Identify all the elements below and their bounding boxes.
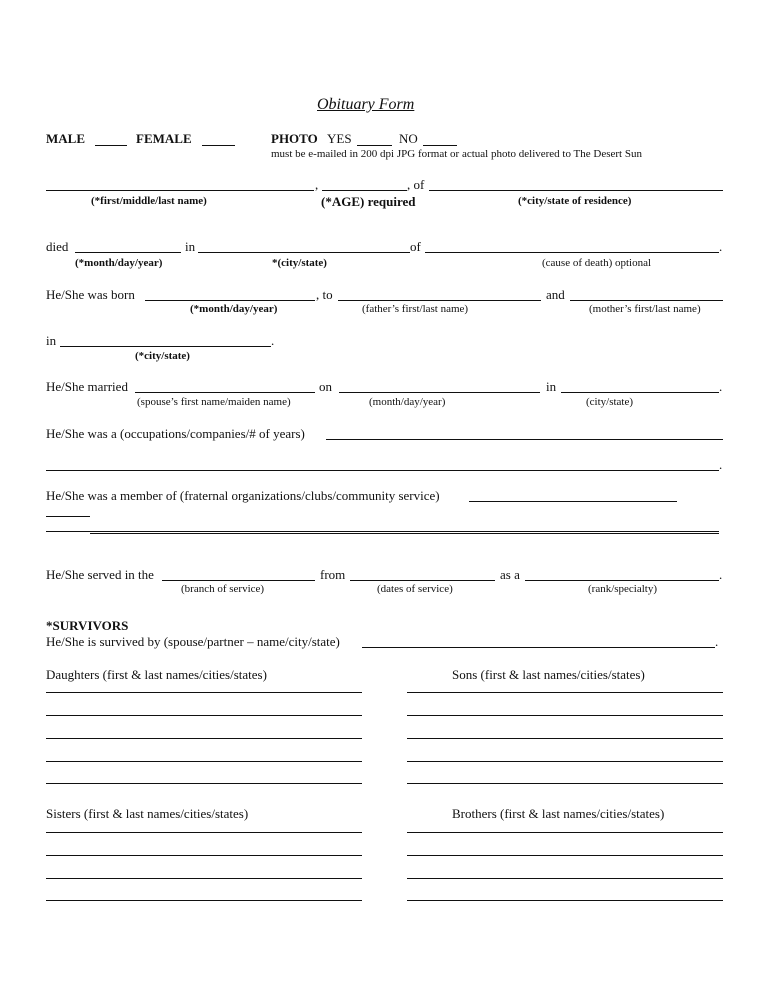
- mother-name-field[interactable]: [570, 300, 723, 301]
- branch-caption: (branch of service): [181, 583, 265, 595]
- married-label: He/She married: [46, 379, 128, 394]
- occupation-field[interactable]: [326, 439, 723, 440]
- brothers-field-4[interactable]: [407, 900, 723, 901]
- service-dates-field[interactable]: [350, 580, 495, 581]
- served-period: .: [719, 567, 723, 582]
- marriage-city-field[interactable]: [561, 392, 719, 393]
- age-caption: (*AGE) required: [321, 194, 416, 209]
- occupation-field-2[interactable]: [46, 470, 719, 471]
- daughters-field-3[interactable]: [46, 738, 362, 739]
- spouse-caption: (spouse’s first name/maiden name): [137, 396, 291, 408]
- sons-field-2[interactable]: [407, 715, 723, 716]
- member-field-2[interactable]: [46, 516, 90, 517]
- death-city-field[interactable]: [198, 252, 410, 253]
- rank-field[interactable]: [525, 580, 719, 581]
- member-label: He/She was a member of (fraternal organizations/clubs/community service): [46, 488, 440, 503]
- married-period: .: [719, 379, 723, 394]
- name-caption: (*first/middle/last name): [91, 195, 207, 207]
- marriage-date-field[interactable]: [339, 392, 540, 393]
- daughters-label: Daughters (first & last names/cities/states): [46, 667, 267, 682]
- birth-city-field[interactable]: [60, 346, 271, 347]
- full-name-field[interactable]: [46, 190, 314, 191]
- death-date-caption: (*month/day/year): [75, 257, 163, 269]
- member-field-3[interactable]: [46, 531, 719, 532]
- sons-field-5[interactable]: [407, 783, 723, 784]
- sisters-field-3[interactable]: [46, 878, 362, 879]
- photo-label: PHOTO: [271, 131, 318, 146]
- residence-caption: (*city/state of residence): [518, 195, 632, 207]
- occupation-label: He/She was a (occupations/companies/# of years): [46, 426, 305, 441]
- residence-field[interactable]: [429, 190, 723, 191]
- served-label: He/She served in the: [46, 567, 154, 582]
- sisters-field-2[interactable]: [46, 855, 362, 856]
- survived-by-label: He/She is survived by (spouse/partner – name/city/state): [46, 634, 340, 649]
- service-dates-caption: (dates of service): [377, 583, 453, 595]
- sons-field-3[interactable]: [407, 738, 723, 739]
- female-field[interactable]: [202, 145, 235, 146]
- daughters-field-4[interactable]: [46, 761, 362, 762]
- member-field-3-underline: [90, 533, 719, 534]
- died-in-label: in: [185, 239, 196, 254]
- cause-caption: (cause of death) optional: [542, 257, 652, 269]
- photo-no-label: NO: [399, 131, 418, 146]
- born-label: He/She was born: [46, 287, 135, 302]
- cause-field[interactable]: [425, 252, 719, 253]
- served-as-label: as a: [500, 567, 520, 582]
- occupation-period: .: [719, 457, 723, 472]
- born-and-label: and: [546, 287, 565, 302]
- father-caption: (father’s first/last name): [362, 303, 469, 315]
- comma-text: ,: [315, 177, 319, 192]
- sisters-label: Sisters (first & last names/cities/states): [46, 806, 249, 821]
- born-to-label: , to: [316, 287, 333, 302]
- died-of-label: of: [410, 239, 421, 254]
- birth-in-label: in: [46, 333, 57, 348]
- sisters-field-4[interactable]: [46, 900, 362, 901]
- brothers-field-3[interactable]: [407, 878, 723, 879]
- married-on-label: on: [319, 379, 332, 394]
- birth-date-caption: (*month/day/year): [190, 303, 278, 315]
- sisters-field-1[interactable]: [46, 832, 362, 833]
- page-title: Obituary Form: [317, 96, 415, 113]
- sons-field-4[interactable]: [407, 761, 723, 762]
- photo-note: must be e-mailed in 200 dpi JPG format or actual photo delivered to The Desert Sun: [271, 148, 642, 160]
- father-name-field[interactable]: [338, 300, 541, 301]
- branch-field[interactable]: [162, 580, 315, 581]
- brothers-field-2[interactable]: [407, 855, 723, 856]
- brothers-field-1[interactable]: [407, 832, 723, 833]
- mother-caption: (mother’s first/last name): [589, 303, 701, 315]
- birth-date-field[interactable]: [145, 300, 315, 301]
- died-label: died: [46, 239, 69, 254]
- rank-caption: (rank/specialty): [588, 583, 658, 595]
- sons-label: Sons (first & last names/cities/states): [452, 667, 645, 682]
- photo-no-field[interactable]: [423, 145, 457, 146]
- survivors-heading: *SURVIVORS: [46, 618, 129, 633]
- marriage-city-caption: (city/state): [586, 396, 634, 408]
- spouse-survivor-field[interactable]: [362, 647, 715, 648]
- marriage-date-caption: (month/day/year): [369, 396, 446, 408]
- photo-yes-label: YES: [327, 131, 352, 146]
- died-period: .: [719, 239, 723, 254]
- birth-city-period: .: [271, 333, 275, 348]
- death-date-field[interactable]: [75, 252, 181, 253]
- survived-by-period: .: [715, 634, 719, 649]
- sons-field-1[interactable]: [407, 692, 723, 693]
- of-text: , of: [407, 177, 425, 192]
- death-city-caption: *(city/state): [272, 257, 327, 269]
- daughters-field-2[interactable]: [46, 715, 362, 716]
- birth-city-caption: (*city/state): [135, 350, 190, 362]
- served-from-label: from: [320, 567, 346, 582]
- brothers-label: Brothers (first & last names/cities/states): [452, 806, 665, 821]
- member-field[interactable]: [469, 501, 677, 502]
- male-field[interactable]: [95, 145, 127, 146]
- photo-yes-field[interactable]: [357, 145, 392, 146]
- spouse-name-field[interactable]: [135, 392, 315, 393]
- male-label: MALE: [46, 131, 85, 146]
- female-label: FEMALE: [136, 131, 192, 146]
- daughters-field-1[interactable]: [46, 692, 362, 693]
- married-in-label: in: [546, 379, 557, 394]
- daughters-field-5[interactable]: [46, 783, 362, 784]
- age-field[interactable]: [322, 190, 407, 191]
